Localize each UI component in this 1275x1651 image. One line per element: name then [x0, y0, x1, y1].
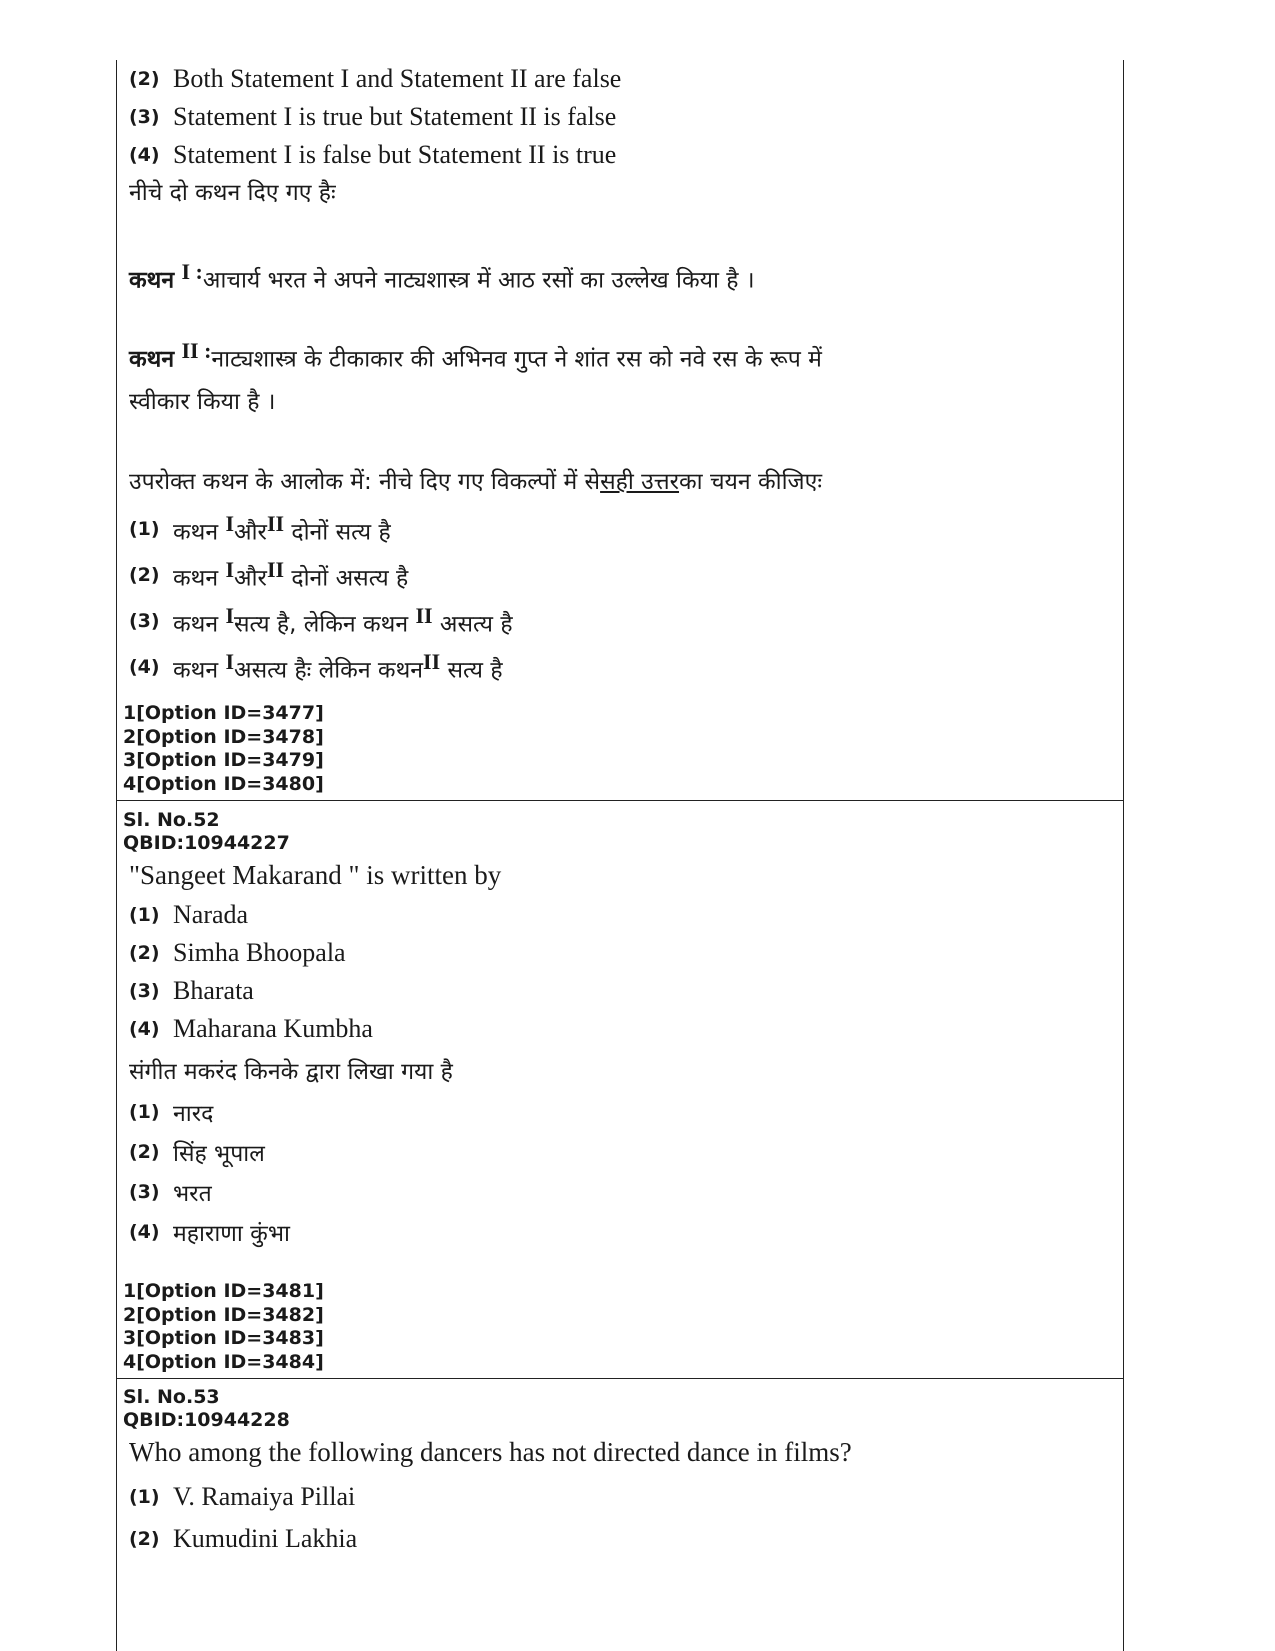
option [116, 1010, 1116, 1048]
option-id: 2[Option ID=3482] [123, 1303, 324, 1326]
option-text: Bharata [173, 976, 254, 1005]
qbid: QBID:10944228 [123, 1409, 290, 1431]
option-number: (1) [129, 904, 160, 926]
option-number: (3) [129, 1181, 160, 1203]
instruction-post: का चयन कीजिएः [679, 469, 822, 495]
option-number: (2) [129, 942, 160, 964]
divider [116, 1378, 1123, 1379]
option-text: Simha Bhoopala [173, 938, 346, 967]
option-number: (4) [129, 1221, 160, 1243]
q51-option-ids [116, 702, 1123, 796]
option-number: (1) [129, 518, 160, 540]
statement-roman: II : [181, 338, 212, 363]
option-number: (3) [129, 980, 160, 1002]
option [116, 506, 1116, 552]
q52-question-hi: संगीत मकरंद किनके द्वारा लिखा गया है [129, 1059, 453, 1085]
option [116, 552, 1116, 598]
option-text: सिंह भूपाल [173, 1141, 265, 1167]
instruction-pre: उपरोक्त कथन के आलोक में: नीचे दिए गए विकल्पों में से [129, 469, 601, 495]
option-text: Statement I is true but Statement II is false [173, 102, 617, 131]
q53-header [116, 1386, 1123, 1432]
option [116, 598, 1116, 644]
q52-option-ids [116, 1280, 1123, 1374]
option [116, 1518, 1116, 1560]
option-text: कथन $^I$असत्य हैः लेकिन कथन$^{II}$ सत्य है [173, 649, 503, 684]
option-id: 3[Option ID=3483] [123, 1327, 324, 1349]
option-text: Statement I is false but Statement II is true [173, 140, 617, 169]
sl-no: Sl. No.52 [123, 809, 220, 831]
option-text: महाराणा कुंभा [173, 1221, 290, 1247]
option-text: Both Statement I and Statement II are false [173, 64, 622, 93]
option-text: कथन $^I$सत्य है, लेकिन कथन $^{II}$ असत्य है [173, 603, 513, 638]
option-number: (3) [129, 106, 160, 128]
option [116, 98, 1116, 136]
q51-hi-intro: नीचे दो कथन दिए गए हैः [129, 180, 336, 206]
q51-statement-2 [116, 330, 1129, 423]
option-id: 4[Option ID=3480] [123, 772, 324, 795]
option-text: Narada [173, 900, 249, 929]
option [116, 644, 1116, 690]
option-text: Maharana Kumbha [173, 1014, 373, 1043]
option [116, 934, 1116, 972]
option-id: 1[Option ID=3481] [123, 1280, 324, 1302]
option-text: V. Ramaiya Pillai [173, 1482, 356, 1511]
option-text: भरत [173, 1181, 212, 1207]
q52-question-en: "Sangeet Makarand " is written by [129, 860, 502, 890]
statement-label: कथन [129, 267, 175, 294]
q51-en-options [116, 60, 1116, 174]
q51-statement-1 [116, 250, 1129, 303]
instruction-underline: सही उत्तर [600, 469, 680, 495]
sl-no: Sl. No.53 [123, 1386, 220, 1408]
statement-roman: I : [181, 259, 203, 284]
option-number: (2) [129, 1528, 160, 1550]
option [116, 896, 1116, 934]
option-number: (2) [129, 68, 160, 90]
option [116, 1172, 1116, 1212]
option-text: कथन $^I$और$^{II}$ दोनों असत्य है [173, 557, 409, 592]
option [116, 972, 1116, 1010]
option-id: 1[Option ID=3477] [123, 702, 324, 724]
option-number: (4) [129, 656, 160, 678]
statement-text-line1: नाट्यशास्त्र के टीकाकार की अभिनव गुप्त ने शांत रस को नवे रस के रूप में [211, 346, 822, 373]
option [116, 136, 1116, 174]
statement-text: आचार्य भरत ने अपने नाट्यशास्त्र में आठ रसों का उल्लेख किया है । [202, 267, 755, 294]
option-number: (4) [129, 1018, 160, 1040]
statement-label: कथन [129, 346, 175, 373]
option [116, 1132, 1116, 1172]
option-number: (1) [129, 1486, 160, 1508]
option [116, 1092, 1116, 1132]
option [116, 60, 1116, 98]
qbid: QBID:10944227 [123, 832, 290, 854]
option-text: कथन $^I$और$^{II}$ दोनों सत्य है [173, 511, 391, 546]
option-text: Kumudini Lakhia [173, 1524, 358, 1553]
option-id: 2[Option ID=3478] [123, 725, 324, 748]
divider [116, 800, 1123, 801]
statement-text-line2: स्वीकार किया है । [129, 388, 276, 415]
q53-question-en: Who among the following dancers has not directed dance in films? [129, 1437, 852, 1467]
q52-hi-options [116, 1092, 1116, 1252]
q53-en-options [116, 1476, 1116, 1560]
option-id: 3[Option ID=3479] [123, 749, 324, 771]
option-number: (2) [129, 564, 160, 586]
q51-hi-options [116, 506, 1116, 690]
option-number: (3) [129, 610, 160, 632]
q52-en-options [116, 896, 1116, 1048]
q52-header [116, 809, 1123, 855]
option-id: 4[Option ID=3484] [123, 1350, 324, 1373]
option-number: (1) [129, 1101, 160, 1123]
option-number: (2) [129, 1141, 160, 1163]
option [116, 1212, 1116, 1252]
option-number: (4) [129, 144, 160, 166]
option-text: नारद [173, 1101, 214, 1127]
option [116, 1476, 1116, 1518]
q51-instruction [116, 460, 1129, 504]
